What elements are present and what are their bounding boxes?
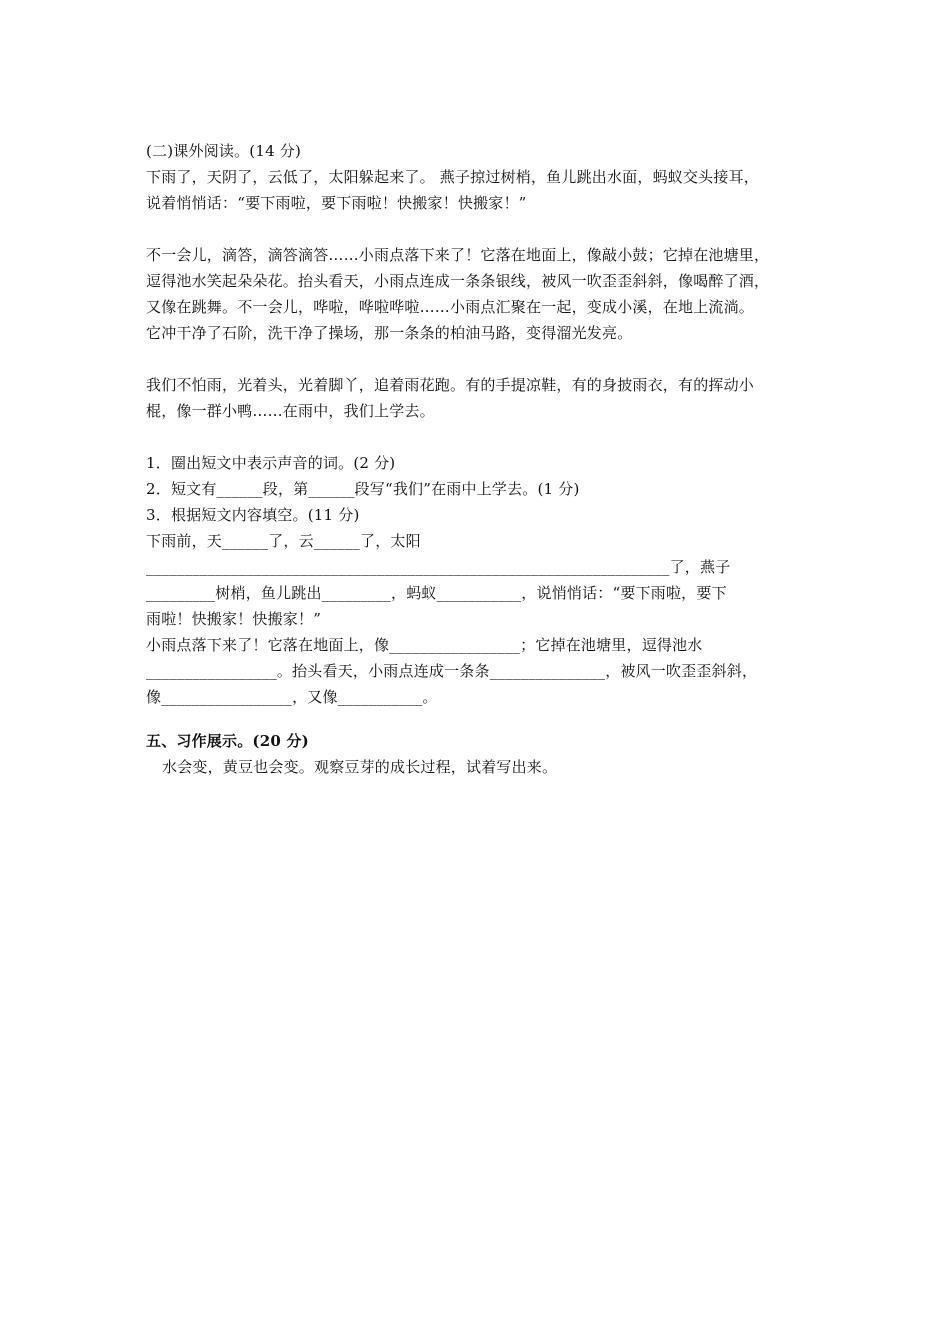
paragraph-2-line-3: 又像在跳舞。不一会儿，哗啦，哗啦哗啦……小雨点汇聚在一起，变成小溪，在地上流淌。	[146, 298, 755, 316]
fill-blank-line-1: 下雨前，天______了，云______了，太阳	[146, 532, 421, 550]
worksheet-page	[146, 138, 806, 780]
question-1: 1．圈出短文中表示声音的词。(2 分)	[146, 454, 396, 472]
spacer	[146, 710, 806, 728]
writing-prompt: 水会变，黄豆也会变。观察豆芽的成长过程，试着写出来。	[162, 758, 558, 776]
paragraph-3-line-2: 棍，像一群小鸭……在雨中，我们上学去。	[146, 402, 435, 420]
spacer	[146, 346, 806, 372]
spacer	[146, 216, 806, 242]
fill-blank-line-5: 小雨点落下来了！它落在地面上，像_________________；它掉在池塘里，逗得池水	[146, 636, 703, 654]
paragraph-1-line-2: 说着悄悄话：“要下雨啦，要下雨啦！快搬家！快搬家！”	[146, 194, 527, 212]
fill-blank-line-2: ____________________________________________________________________了，燕子	[146, 558, 731, 576]
question-3: 3．根据短文内容填空。(11 分)	[146, 506, 360, 524]
question-2: 2．短文有______段，第______段写“我们”在雨中上学去。(1 分)	[146, 480, 580, 498]
spacer	[146, 424, 806, 450]
writing-section-heading: 五、习作展示。(20 分)	[146, 732, 309, 750]
paragraph-3-line-1: 我们不怕雨，光着头，光着脚丫，追着雨花跑。有的手提凉鞋，有的身披雨衣，有的挥动小	[146, 376, 755, 394]
paragraph-1-line-1: 下雨了，天阴了，云低了，太阳躲起来了。 燕子掠过树梢，鱼儿跳出水面，蚂蚁交头接耳，	[146, 168, 759, 186]
paragraph-2-line-1: 不一会儿，滴答，滴答滴答……小雨点落下来了！它落在地面上，像敲小鼓；它掉在池塘里，	[146, 246, 770, 264]
paragraph-2-line-2: 逗得池水笑起朵朵花。抬头看天，小雨点连成一条条银线，被风一吹歪歪斜斜，像喝醉了酒，	[146, 272, 770, 290]
paragraph-2-line-4: 它冲干净了石阶，洗干净了操场，那一条条的柏油马路，变得溜光发亮。	[146, 324, 633, 342]
fill-blank-line-4: 雨啦！快搬家！快搬家！”	[146, 610, 322, 628]
fill-blank-line-7: 像_________________，又像___________。	[146, 688, 438, 706]
fill-blank-line-6: _________________。抬头看天，小雨点连成一条条_______________，被风一吹歪歪斜斜，	[146, 662, 758, 680]
reading-section-heading: (二)课外阅读。(14 分)	[146, 142, 302, 160]
fill-blank-line-3: _________树梢，鱼儿跳出_________，蚂蚁___________，说悄悄话：“要下雨啦，要下	[146, 584, 727, 602]
